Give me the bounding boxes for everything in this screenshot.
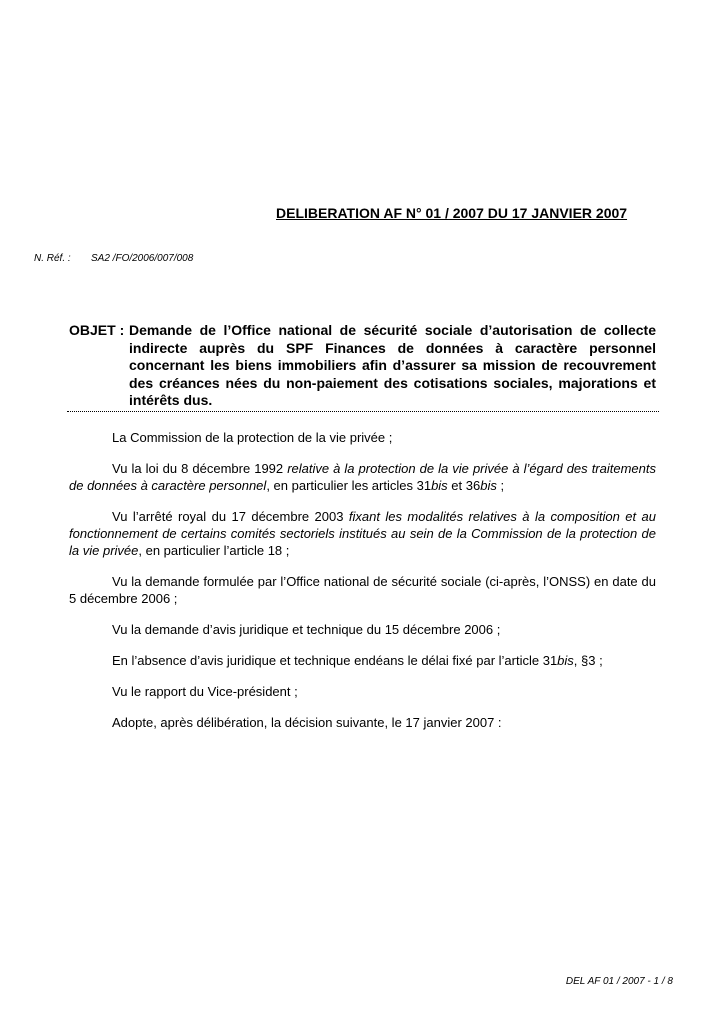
dotted-separator (67, 411, 659, 412)
text-segment: , §3 ; (573, 653, 603, 668)
paragraph-loi-1992 (69, 460, 656, 494)
bis-suffix: bis (557, 653, 574, 668)
bis-suffix: bis (480, 478, 497, 493)
paragraph-rapport (69, 683, 656, 700)
paragraph-demande-onss (69, 573, 656, 607)
subject-text: Demande de l’Office national de sécurité sociale d’autorisation de collecte indirecte auprès du SPF Finances de données à caractère personnel concernant les biens immobiliers afin d’assurer sa mission de recouvrement des créances nées du non-paiement des cotisations sociales, majorations et intérêts dus. (129, 322, 656, 408)
paragraph-absence-avis (69, 652, 656, 669)
document-body (69, 429, 656, 745)
text-segment: ; (496, 478, 505, 493)
reference-value: SA2 /FO/2006/007/008 (91, 253, 194, 264)
page-footer: DEL AF 01 / 2007 - 1 / 8 (565, 976, 673, 987)
text-segment: et 36 (447, 478, 481, 493)
reference-label: N. Réf. : (34, 253, 71, 264)
paragraph-text: Vu la demande d’avis juridique et technique du 15 décembre 2006 ; (112, 622, 501, 637)
text-segment: , en particulier l’article 18 ; (138, 543, 290, 558)
paragraph-text: Vu le rapport du Vice-président ; (112, 684, 298, 699)
text-segment: , en particulier les articles 31 (266, 478, 432, 493)
text-segment: Vu la loi du 8 décembre 1992 (112, 461, 288, 476)
reference-line (34, 253, 194, 264)
paragraph-text: Vu la demande formulée par l’Office national de sécurité sociale (ci-après, l’ONSS) en date du 5 décembre 2006 ; (69, 574, 656, 606)
paragraph-arrete-2003 (69, 508, 656, 559)
subject-block (69, 322, 656, 410)
paragraph-demande-avis (69, 621, 656, 638)
bis-suffix: bis (431, 478, 448, 493)
text-segment: En l’absence d’avis juridique et technique endéans le délai fixé par l’article 31 (112, 653, 558, 668)
paragraph-commission (69, 429, 656, 446)
paragraph-text: Adopte, après délibération, la décision suivante, le 17 janvier 2007 : (112, 715, 502, 730)
paragraph-adopte (69, 714, 656, 731)
document-title: DELIBERATION AF N° 01 / 2007 DU 17 JANVIER 2007 (276, 205, 628, 221)
paragraph-text: La Commission de la protection de la vie privée ; (112, 430, 393, 445)
decree-title: fixant les modalités relatives à la composition et au fonctionnement de certains comités sectoriels institués au sein de la Commission de la protection de la vie privée (69, 509, 656, 558)
law-title: relative à la protection de la vie privée à l’égard des traitements de données à caractère personnel (69, 461, 656, 493)
subject-label: OBJET : (69, 322, 125, 338)
text-segment: Vu l’arrêté royal du 17 décembre 2003 (112, 509, 349, 524)
